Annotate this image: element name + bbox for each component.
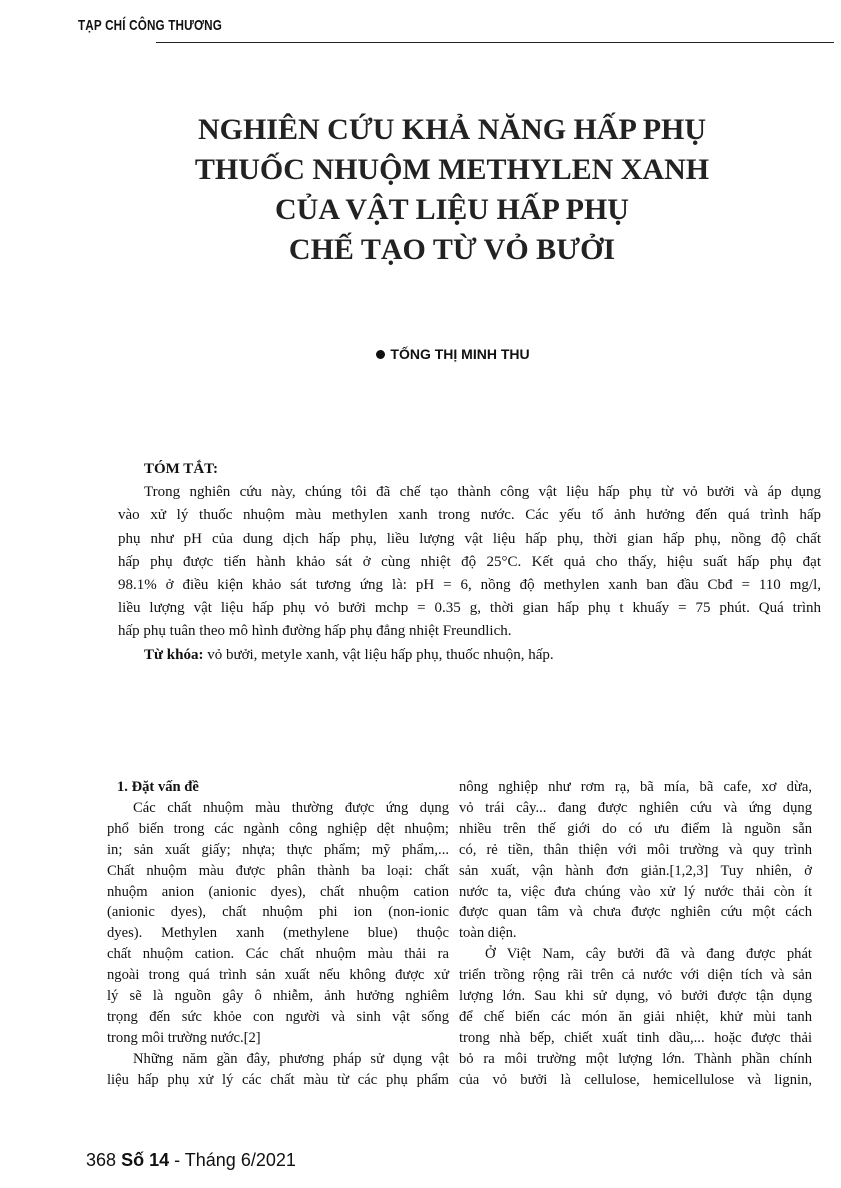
author-name: TỐNG THỊ MINH THU <box>390 346 530 362</box>
keywords-text: vỏ bưởi, metyle xanh, vật liệu hấp phụ, thuốc nhuộn, hấp. <box>203 646 554 663</box>
keywords-label: Từ khóa: <box>144 646 204 663</box>
text-line: 98.1% ở điều kiện khảo sát tương ứng là: pH = 6, nồng độ methylen xanh ban đầu Cbđ = 110 mg/l, <box>118 577 821 594</box>
bullet-icon <box>376 350 385 359</box>
right-column-body <box>459 777 812 1091</box>
text-line: nông nghiệp như rơm rạ, bã mía, bã cafe, xơ dừa, <box>459 779 812 795</box>
text-line: triển trồng rộng rãi trên cả nước với diện tích và sản <box>459 967 812 984</box>
issue-date: - Tháng 6/2021 <box>174 1150 296 1170</box>
text-line: hấp phụ tuân theo mô hình đường hấp phụ đẳng nhiệt Freundlich. <box>118 623 512 640</box>
page-number: 368 <box>86 1150 117 1170</box>
text-line: Ở Việt Nam, cây bưởi đã và đang được phát <box>485 946 812 963</box>
text-line: Các chất nhuộm màu thường được ứng dụng <box>133 799 449 816</box>
left-column-body <box>107 798 449 1091</box>
text-line: (anionic dyes), chất nhuộm phi ion (non-ionic <box>107 904 449 921</box>
header-rule <box>156 42 834 43</box>
footer <box>86 1150 296 1171</box>
text-line: lượng lớn. Sau khi sử dụng, vỏ bưởi được tận dụng <box>459 988 812 1005</box>
text-line: ngoài trong quá trình sản xuất nếu không được xử <box>107 967 449 984</box>
article-title <box>60 110 841 270</box>
journal-name: TẠP CHÍ CÔNG THƯƠNG <box>78 17 222 34</box>
text-line: để chế biến các món ăn giải nhiệt, khử mùi tanh <box>459 1008 812 1025</box>
text-line: sản xuất, vận hành đơn giản.[1,2,3] Tuy nhiên, ở <box>459 862 812 879</box>
text-line: liều lượng vật liệu hấp phụ vỏ bưởi mchp = 0.35 g, thời gian hấp phụ t khuấy = 75 phút. Quá trình <box>118 600 821 617</box>
author <box>0 346 841 362</box>
text-line: liệu hấp phụ xử lý các chất màu từ các phụ phẩm <box>107 1071 449 1088</box>
text-line: dyes). Methylen xanh (methylene blue) thuộc <box>107 925 449 942</box>
text-line: in; sản xuất giấy; nhựa; thực phẩm; mỹ phẩm,... <box>107 841 449 858</box>
abstract-heading: TÓM TẮT: <box>144 461 219 477</box>
text-line: trong nhà bếp, chiết xuất tinh dầu,... hoặc được thải <box>459 1029 812 1046</box>
title-line: CỦA VẬT LIỆU HẤP PHỤ <box>275 193 629 226</box>
text-line: vỏ trái cây... đang được nghiên cứu và ứng dụng <box>459 799 812 816</box>
text-line: chất nhuộm cation. Các chất nhuộm màu thải ra <box>107 946 449 963</box>
text-line: Trong nghiên cứu này, chúng tôi đã chế tạo thành công vật liệu hấp phụ từ vỏ bưởi và áp dụng <box>144 484 821 501</box>
text-line: hấp phụ được tiến hành khảo sát ở cùng nhiệt độ 25°C. Kết quả cho thấy, hiệu suất hấp phụ đạt <box>118 553 821 570</box>
text-line: trọng đến sức khỏe con người và sinh vật sống <box>107 1008 449 1025</box>
text-line: của vỏ bưởi là cellulose, hemicellulose và lignin, <box>459 1071 812 1088</box>
text-line: có, rẻ tiền, thân thiện với môi trường và quy trình <box>459 841 812 858</box>
right-column <box>459 777 812 1091</box>
text-line: trong môi trường nước.[2] <box>107 1029 261 1046</box>
text-line: vào xử lý thuốc nhuộm màu methylen xanh trong nước. Các yếu tố ảnh hưởng đến quá trình hấp <box>118 507 821 524</box>
text-line: nhuộm anion (anionic dyes), chất nhuộm cation <box>107 883 449 900</box>
issue-number: Số 14 <box>121 1150 170 1170</box>
text-line: được quan tâm và chưa được nghiên cứu một cách <box>459 904 812 921</box>
abstract <box>118 458 821 667</box>
text-line: bỏ ra môi trường một lượng lớn. Thành phần chính <box>459 1050 812 1067</box>
text-line: Chất nhuộm màu được phân thành ba loại: chất <box>107 862 449 879</box>
left-column <box>107 777 449 1091</box>
abstract-body <box>118 481 821 643</box>
text-line: lý sẽ là nguồn gây ô nhiễm, ảnh hưởng nghiêm <box>107 988 449 1005</box>
keywords <box>118 644 821 667</box>
text-line: nhiều trên thế giới do có ưu điểm là nguồn sẵn <box>459 820 812 837</box>
text-line: phụ như pH của dung dịch hấp phụ, liều lượng vật liệu hấp phụ, thời gian hấp phụ, nồng độ chất <box>118 530 821 547</box>
title-line: CHẾ TẠO TỪ VỎ BƯỞI <box>288 233 616 266</box>
section-heading: 1. Đặt vấn đề <box>117 779 199 795</box>
title-line: THUỐC NHUỘM METHYLEN XANH <box>194 153 710 186</box>
text-line: nước ta, việc đưa chúng vào xử lý nước thải còn ít <box>459 883 812 900</box>
text-line: phổ biến trong các ngành công nghiệp dệt nhuộm; <box>107 820 449 837</box>
text-line: toàn diện. <box>459 925 517 942</box>
text-line: Những năm gần đây, phương pháp sử dụng vật <box>133 1050 449 1067</box>
title-line: NGHIÊN CỨU KHẢ NĂNG HẤP PHỤ <box>197 113 707 146</box>
